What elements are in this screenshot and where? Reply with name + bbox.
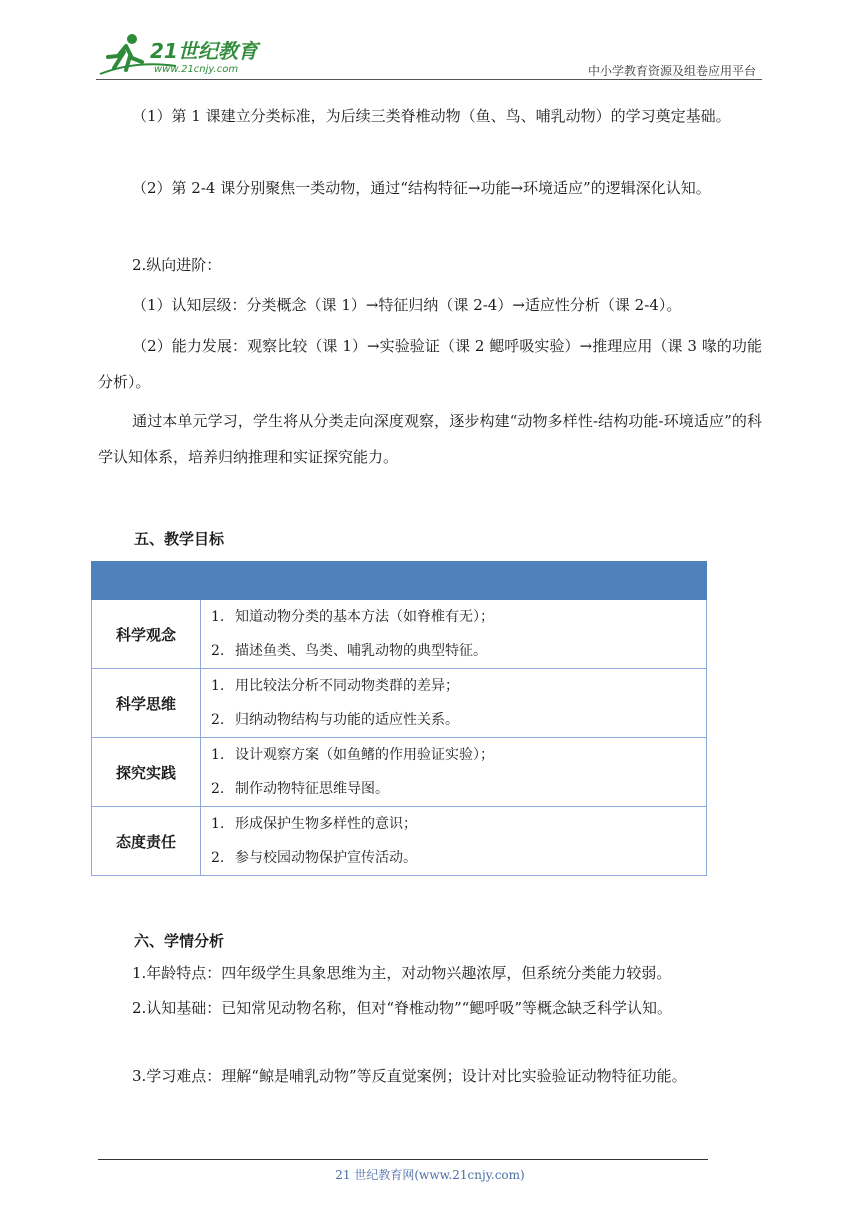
list-item: 1. 设计观察方案（如鱼鳍的作用验证实验）； <box>211 747 494 763</box>
site-logo[interactable] <box>96 30 266 76</box>
section-title: 六、学情分析 <box>134 932 225 950</box>
runner-logo-icon <box>96 30 266 76</box>
page-header <box>96 30 762 80</box>
list-item: 2. 制作动物特征思维导图。 <box>211 781 389 797</box>
paragraph: 3.学习难点：理解“鲸是哺乳动物”等反直觉案例；设计对比实验验证动物特征功能。 <box>132 1067 687 1085</box>
category-cell: 态度责任 <box>92 807 201 876</box>
list-item: 2. 描述鱼类、鸟类、哺乳动物的典型特征。 <box>211 643 487 659</box>
paragraph: （2）第 2-4 课分别聚焦一类动物，通过“结构特征→功能→环境适应”的逻辑深化认知。 <box>132 179 711 197</box>
header-divider <box>96 79 762 80</box>
list-item: 1. 形成保护生物多样性的意识； <box>211 816 417 832</box>
footer-divider <box>98 1159 708 1160</box>
list-item: 1. 知道动物分类的基本方法（如脊椎有无）； <box>211 609 494 625</box>
logo-url: www.21cnjy.com <box>154 64 239 75</box>
category-cell: 科学观念 <box>92 600 201 669</box>
list-item: 1. 用比较法分析不同动物类群的差异； <box>211 678 459 694</box>
teaching-goals-table <box>91 561 707 876</box>
table-row <box>92 738 707 807</box>
items-cell <box>201 738 707 807</box>
section-title: 五、教学目标 <box>134 530 225 548</box>
category-cell: 探究实践 <box>92 738 201 807</box>
paragraph: 通过本单元学习，学生将从分类走向深度观察，逐步构建“动物多样性-结构功能-环境适应”的科学认知体系，培养归纳推理和实证探究能力。 <box>98 412 762 466</box>
table-row <box>92 600 707 669</box>
items-cell <box>201 807 707 876</box>
paragraph: 2.认知基础：已知常见动物名称，但对“脊椎动物”“鳃呼吸”等概念缺乏科学认知。 <box>132 999 672 1017</box>
table-header-row <box>92 562 707 600</box>
paragraph: （1）第 1 课建立分类标准，为后续三类脊椎动物（鱼、鸟、哺乳动物）的学习奠定基础。 <box>132 107 731 125</box>
paragraph: 2.纵向进阶： <box>132 256 222 274</box>
category-cell: 科学思维 <box>92 669 201 738</box>
items-cell <box>201 669 707 738</box>
items-cell <box>201 600 707 669</box>
footer-text[interactable]: 21 世纪教育网(www.21cnjy.com) <box>335 1168 525 1182</box>
paragraph: （1）认知层级：分类概念（课 1）→特征归纳（课 2-4）→适应性分析（课 2-4）。 <box>132 296 682 314</box>
list-item: 2. 归纳动物结构与功能的适应性关系。 <box>211 712 459 728</box>
platform-name: 中小学教育资源及组卷应用平台 <box>587 64 756 78</box>
table-row <box>92 669 707 738</box>
list-item: 2. 参与校园动物保护宣传活动。 <box>211 850 417 866</box>
paragraph: 1.年龄特点：四年级学生具象思维为主，对动物兴趣浓厚，但系统分类能力较弱。 <box>132 964 672 982</box>
table-row <box>92 807 707 876</box>
logo-text: 21世纪教育 <box>150 39 258 63</box>
paragraph: （2）能力发展：观察比较（课 1）→实验验证（课 2 鳃呼吸实验）→推理应用（课 3 喙的功能分析）。 <box>98 337 762 391</box>
